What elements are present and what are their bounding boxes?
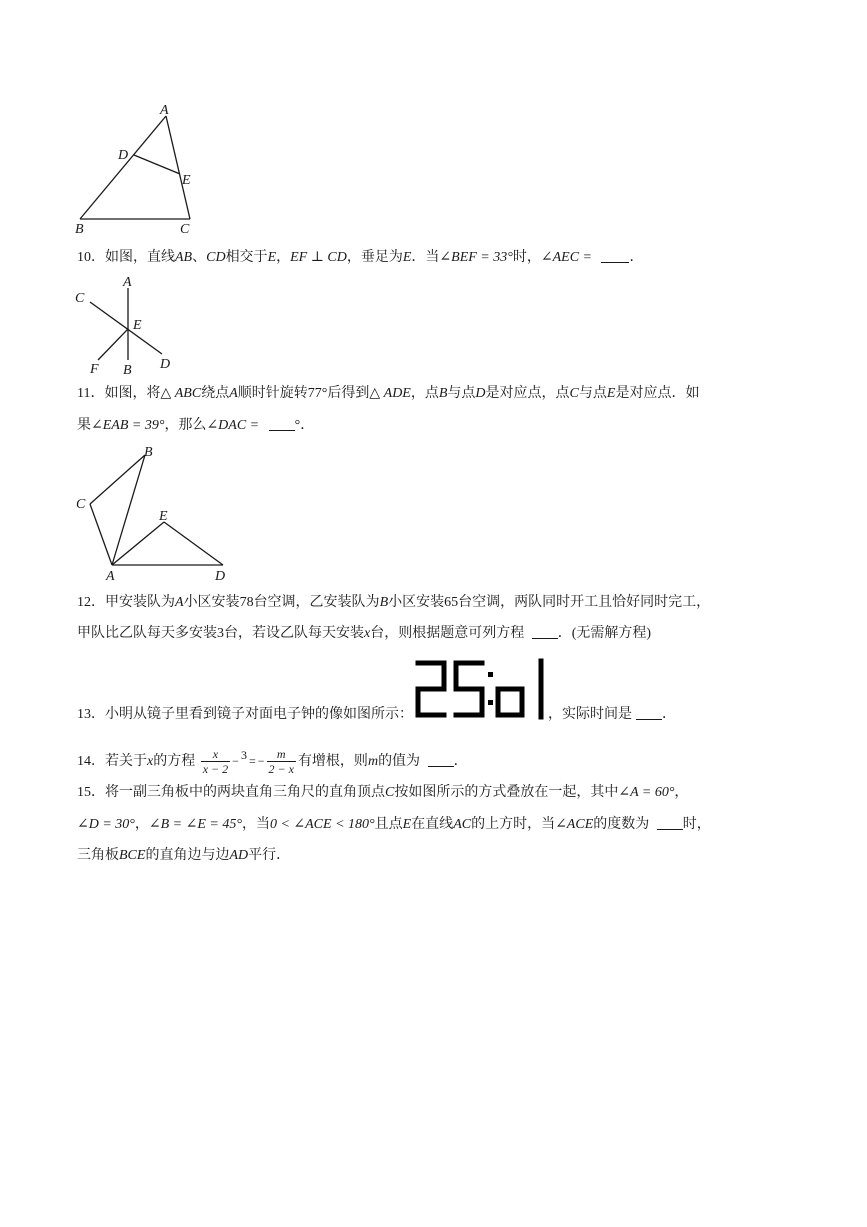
label-e: E [159,509,168,524]
question-12-line-2: 甲队比乙队每天多安装3台，若设乙队每天安装x台，则根据题意可列方程 ．(无需解方程) [77,626,652,641]
label-b: B [123,363,132,378]
question-13-prefix: 13．小明从镜子里看到镜子对面电子钟的像如图所示： [77,707,413,722]
fraction-1: $\frac{x}{x - 2}$ [202,747,229,777]
label-d: D [215,569,226,584]
label-a: A [123,275,132,290]
figure-triangle-ade [70,100,210,235]
label-d: D [118,148,129,163]
label-f: F [90,362,99,377]
figure-rotation [70,442,240,587]
label-e: E [182,173,191,188]
answer-blank-13[interactable] [636,705,662,720]
label-d: D [160,357,171,372]
label-b: B [75,222,84,235]
question-15-line-2: ∠D = 30°，∠B = ∠E = 45°，当0 < ∠ACE < 180°且点E在直线AC的上方时，当∠ACE的度数为 时， [77,817,711,832]
question-15-line-1: 15．将一副三角板中的两块直角三角尺的直角顶点C按如图所示的方式叠放在一起，其中∠A = 60°， [77,785,689,800]
question-13-suffix: ，实际时间是 ． [548,707,676,722]
answer-blank-14[interactable] [428,752,454,767]
fraction-2: $\frac{m}{2 - x}$ [268,747,294,777]
label-c: C [76,497,86,512]
question-14: 14．若关于x的方程 $\frac{x}{x - 2}$ − 3 = − $\frac{m}{2 - x}$ 有增根，则m的值为 ． [77,747,468,777]
answer-blank-15[interactable] [657,815,683,830]
label-e: E [133,318,142,333]
label-b: B [144,445,153,460]
mirrored-digital-clock [414,658,548,720]
answer-blank-12[interactable] [532,624,558,639]
label-c: C [180,222,190,235]
answer-blank-11[interactable] [269,416,295,431]
figure-intersecting-lines [70,274,180,378]
question-12-line-1: 12．甲安装队为A小区安装78台空调，乙安装队为B小区安装65台空调，两队同时开工且恰好同时完工， [77,595,711,610]
label-a: A [160,103,169,118]
question-15-line-3: 三角板BCE的直角边与边AD平行． [77,848,291,863]
answer-blank-10[interactable] [601,248,629,263]
question-11-line-2: 果∠EAB = 39°，那么∠DAC = °． [77,418,315,433]
question-10: 10．如图，直线AB、CD相交于E，EF ⊥ CD，垂足为E．当∠BEF = 33°时，∠AEC = ． [77,250,644,265]
label-c: C [75,291,85,306]
label-a: A [106,569,115,584]
question-11-line-1: 11．如图，将△ ABC绕点A顺时针旋转77°后得到△ ADE，点B与点D是对应点，点C与点E是对应点．如 [77,386,700,401]
